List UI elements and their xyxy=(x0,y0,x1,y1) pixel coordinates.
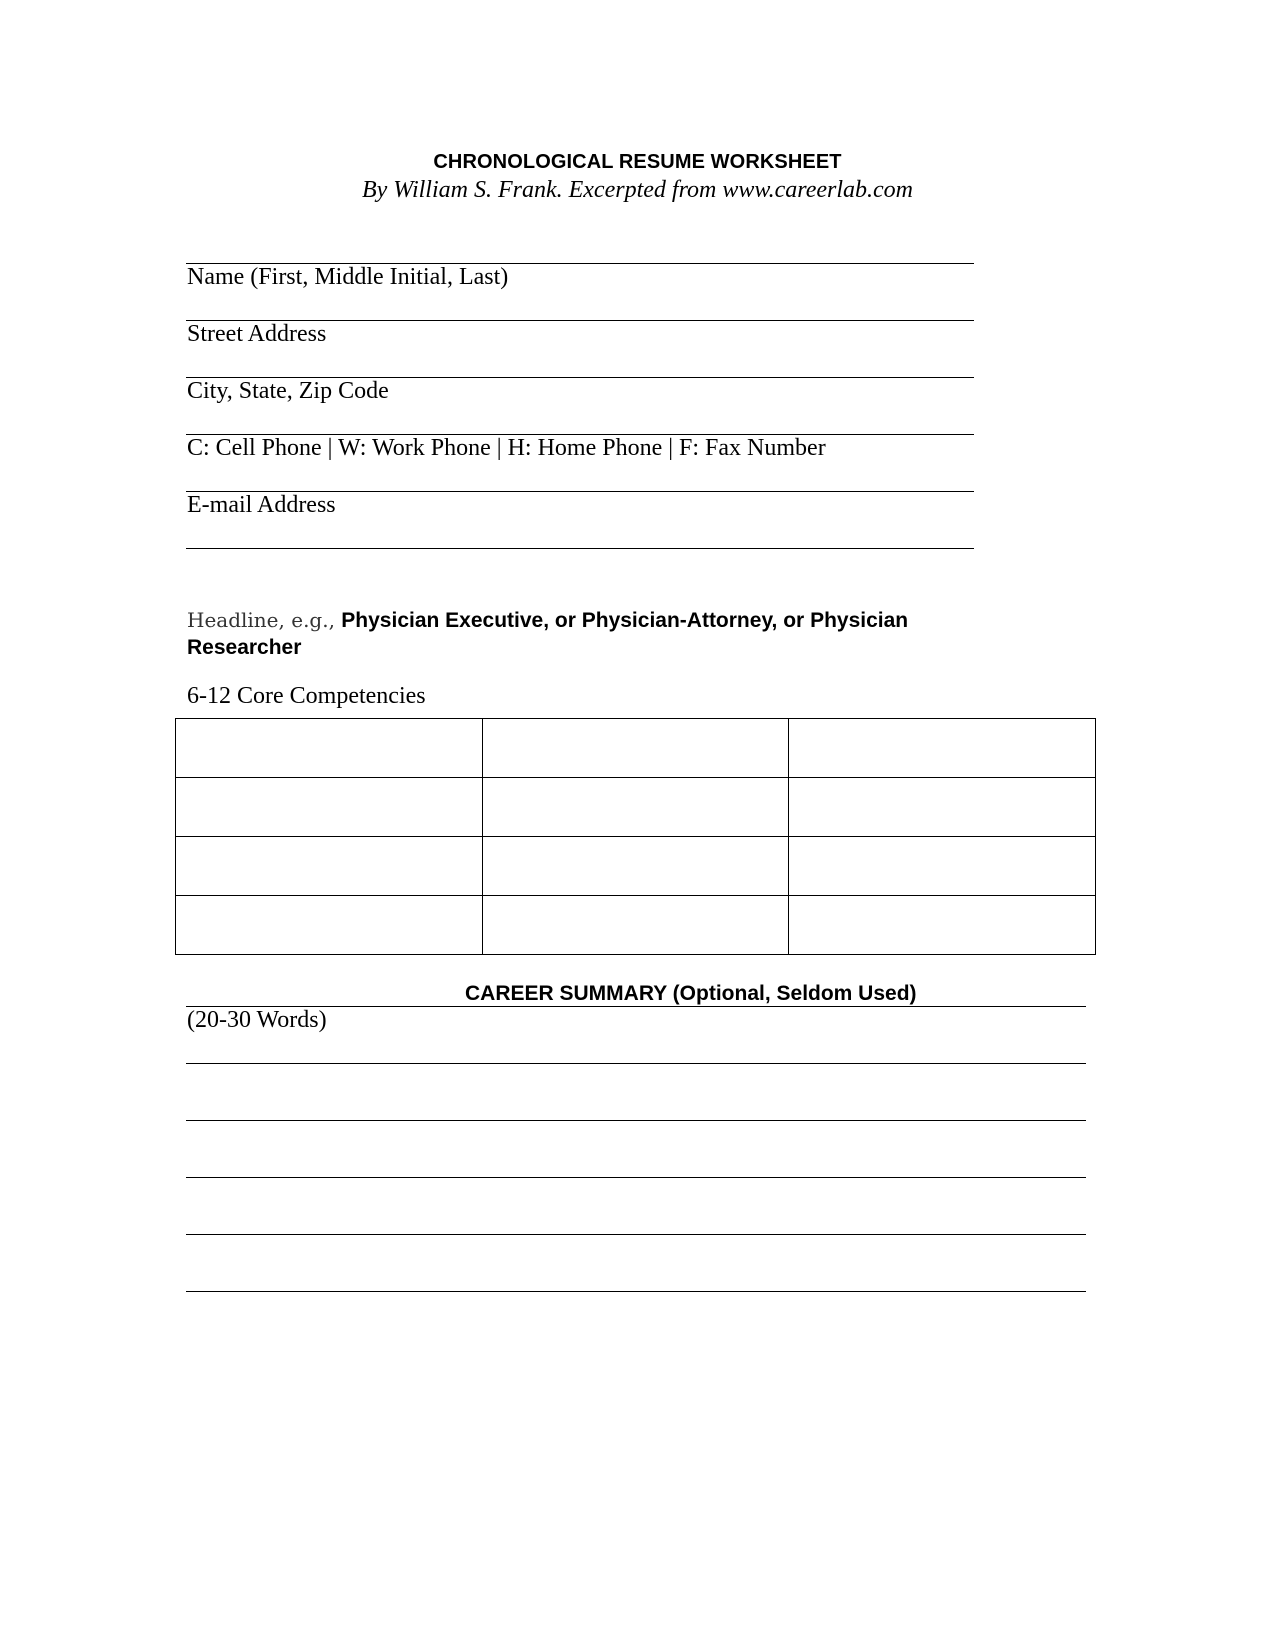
table-row xyxy=(176,778,1096,837)
email-answer-line[interactable] xyxy=(186,548,974,549)
headline-prefix: Headline, e.g., xyxy=(187,608,342,632)
competency-cell[interactable] xyxy=(789,896,1096,955)
competency-cell[interactable] xyxy=(789,719,1096,778)
page-title: CHRONOLOGICAL RESUME WORKSHEET xyxy=(433,151,842,173)
table-row xyxy=(176,837,1096,896)
summary-word-hint: (20-30 Words) xyxy=(187,1007,327,1033)
summary-line[interactable] xyxy=(186,1120,1086,1121)
competency-cell[interactable] xyxy=(176,837,483,896)
competency-cell[interactable] xyxy=(482,896,789,955)
name-field-label: Name (First, Middle Initial, Last) xyxy=(187,264,509,290)
competency-cell[interactable] xyxy=(482,778,789,837)
summary-line[interactable] xyxy=(186,1063,1086,1064)
competency-cell[interactable] xyxy=(789,778,1096,837)
career-summary-title: CAREER SUMMARY (Optional, Seldom Used) xyxy=(465,982,917,1005)
competency-cell[interactable] xyxy=(176,778,483,837)
competencies-table xyxy=(175,718,1096,955)
headline-prompt xyxy=(187,607,1007,661)
headline-example: Physician Executive, or Physician-Attorney, or Physician Researcher xyxy=(187,609,909,659)
competency-cell[interactable] xyxy=(482,719,789,778)
summary-line[interactable] xyxy=(186,1177,1086,1178)
table-row xyxy=(176,719,1096,778)
competencies-label: 6-12 Core Competencies xyxy=(187,683,426,709)
street-address-field-label: Street Address xyxy=(187,321,327,347)
summary-line[interactable] xyxy=(186,1291,1086,1292)
competency-cell[interactable] xyxy=(482,837,789,896)
competency-cell[interactable] xyxy=(176,719,483,778)
phone-field-label: C: Cell Phone | W: Work Phone | H: Home Phone | F: Fax Number xyxy=(187,435,826,461)
competency-cell[interactable] xyxy=(789,837,1096,896)
competency-cell[interactable] xyxy=(176,896,483,955)
email-field-label: E-mail Address xyxy=(187,492,336,518)
city-state-zip-field-label: City, State, Zip Code xyxy=(187,378,389,404)
table-row xyxy=(176,896,1096,955)
page-byline: By William S. Frank. Excerpted from www.careerlab.com xyxy=(361,177,913,203)
summary-line[interactable] xyxy=(186,1234,1086,1235)
